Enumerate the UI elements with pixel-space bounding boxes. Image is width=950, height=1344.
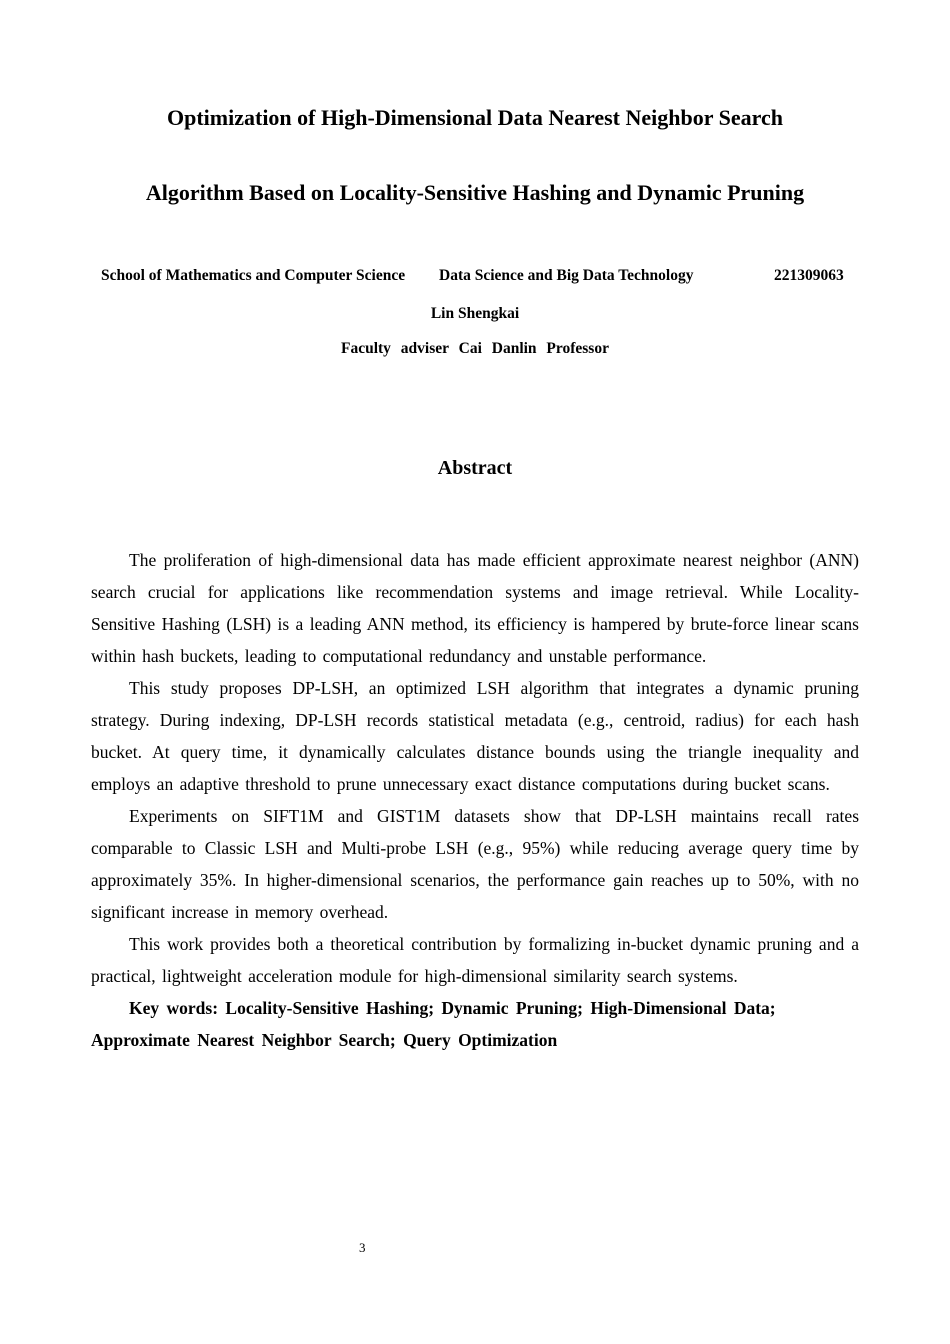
paper-title-line-2: Algorithm Based on Locality-Sensitive Hashing and Dynamic Pruning — [145, 180, 805, 205]
keywords: Key words: Locality-Sensitive Hashing; Dynamic Pruning; High-Dimensional Data; Approximate Nearest Neighbor Search; Query Optimization — [91, 998, 776, 1050]
abstract-body — [91, 544, 859, 1056]
adviser-line: Faculty adviser Cai Danlin Professor — [341, 340, 609, 357]
author-name: Lin Shengkai — [430, 305, 520, 322]
student-id: 221309063 — [774, 267, 844, 284]
abstract-heading: Abstract — [437, 457, 513, 479]
abstract-paragraph: This study proposes DP-LSH, an optimized LSH algorithm that integrates a dynamic pruning strategy. During indexing, DP-LSH records statistical metadata (e.g., centroid, radius) for each hash bucket. At query time, it dynamically calculates distance bounds using the triangle inequality and employs an adaptive threshold to prune unnecessary exact distance computations during bucket scans. — [91, 678, 859, 794]
affiliation-major: Data Science and Big Data Technology — [439, 267, 694, 284]
paper-title-line-1: Optimization of High-Dimensional Data Nearest Neighbor Search — [167, 105, 783, 130]
abstract-paragraph: The proliferation of high-dimensional data has made efficient approximate nearest neighbor (ANN) search crucial for applications like recommendation systems and image retrieval. While Locality-Sensitive Hashing (LSH) is a leading ANN method, its efficiency is hampered by brute-force linear scans within hash buckets, leading to computational redundancy and unstable performance. — [91, 550, 859, 666]
page-number: 3 — [359, 1240, 366, 1255]
abstract-paragraph: Experiments on SIFT1M and GIST1M datasets show that DP-LSH maintains recall rates comparable to Classic LSH and Multi-probe LSH (e.g., 95%) while reducing average query time by approximately 35%. In higher-dimensional scenarios, the performance gain reaches up to 50%, with no significant increase in memory overhead. — [91, 806, 859, 922]
affiliation-school: School of Mathematics and Computer Science — [101, 267, 406, 284]
abstract-paragraph: This work provides both a theoretical contribution by formalizing in-bucket dynamic pruning and a practical, lightweight acceleration module for high-dimensional similarity search systems. — [91, 934, 859, 986]
